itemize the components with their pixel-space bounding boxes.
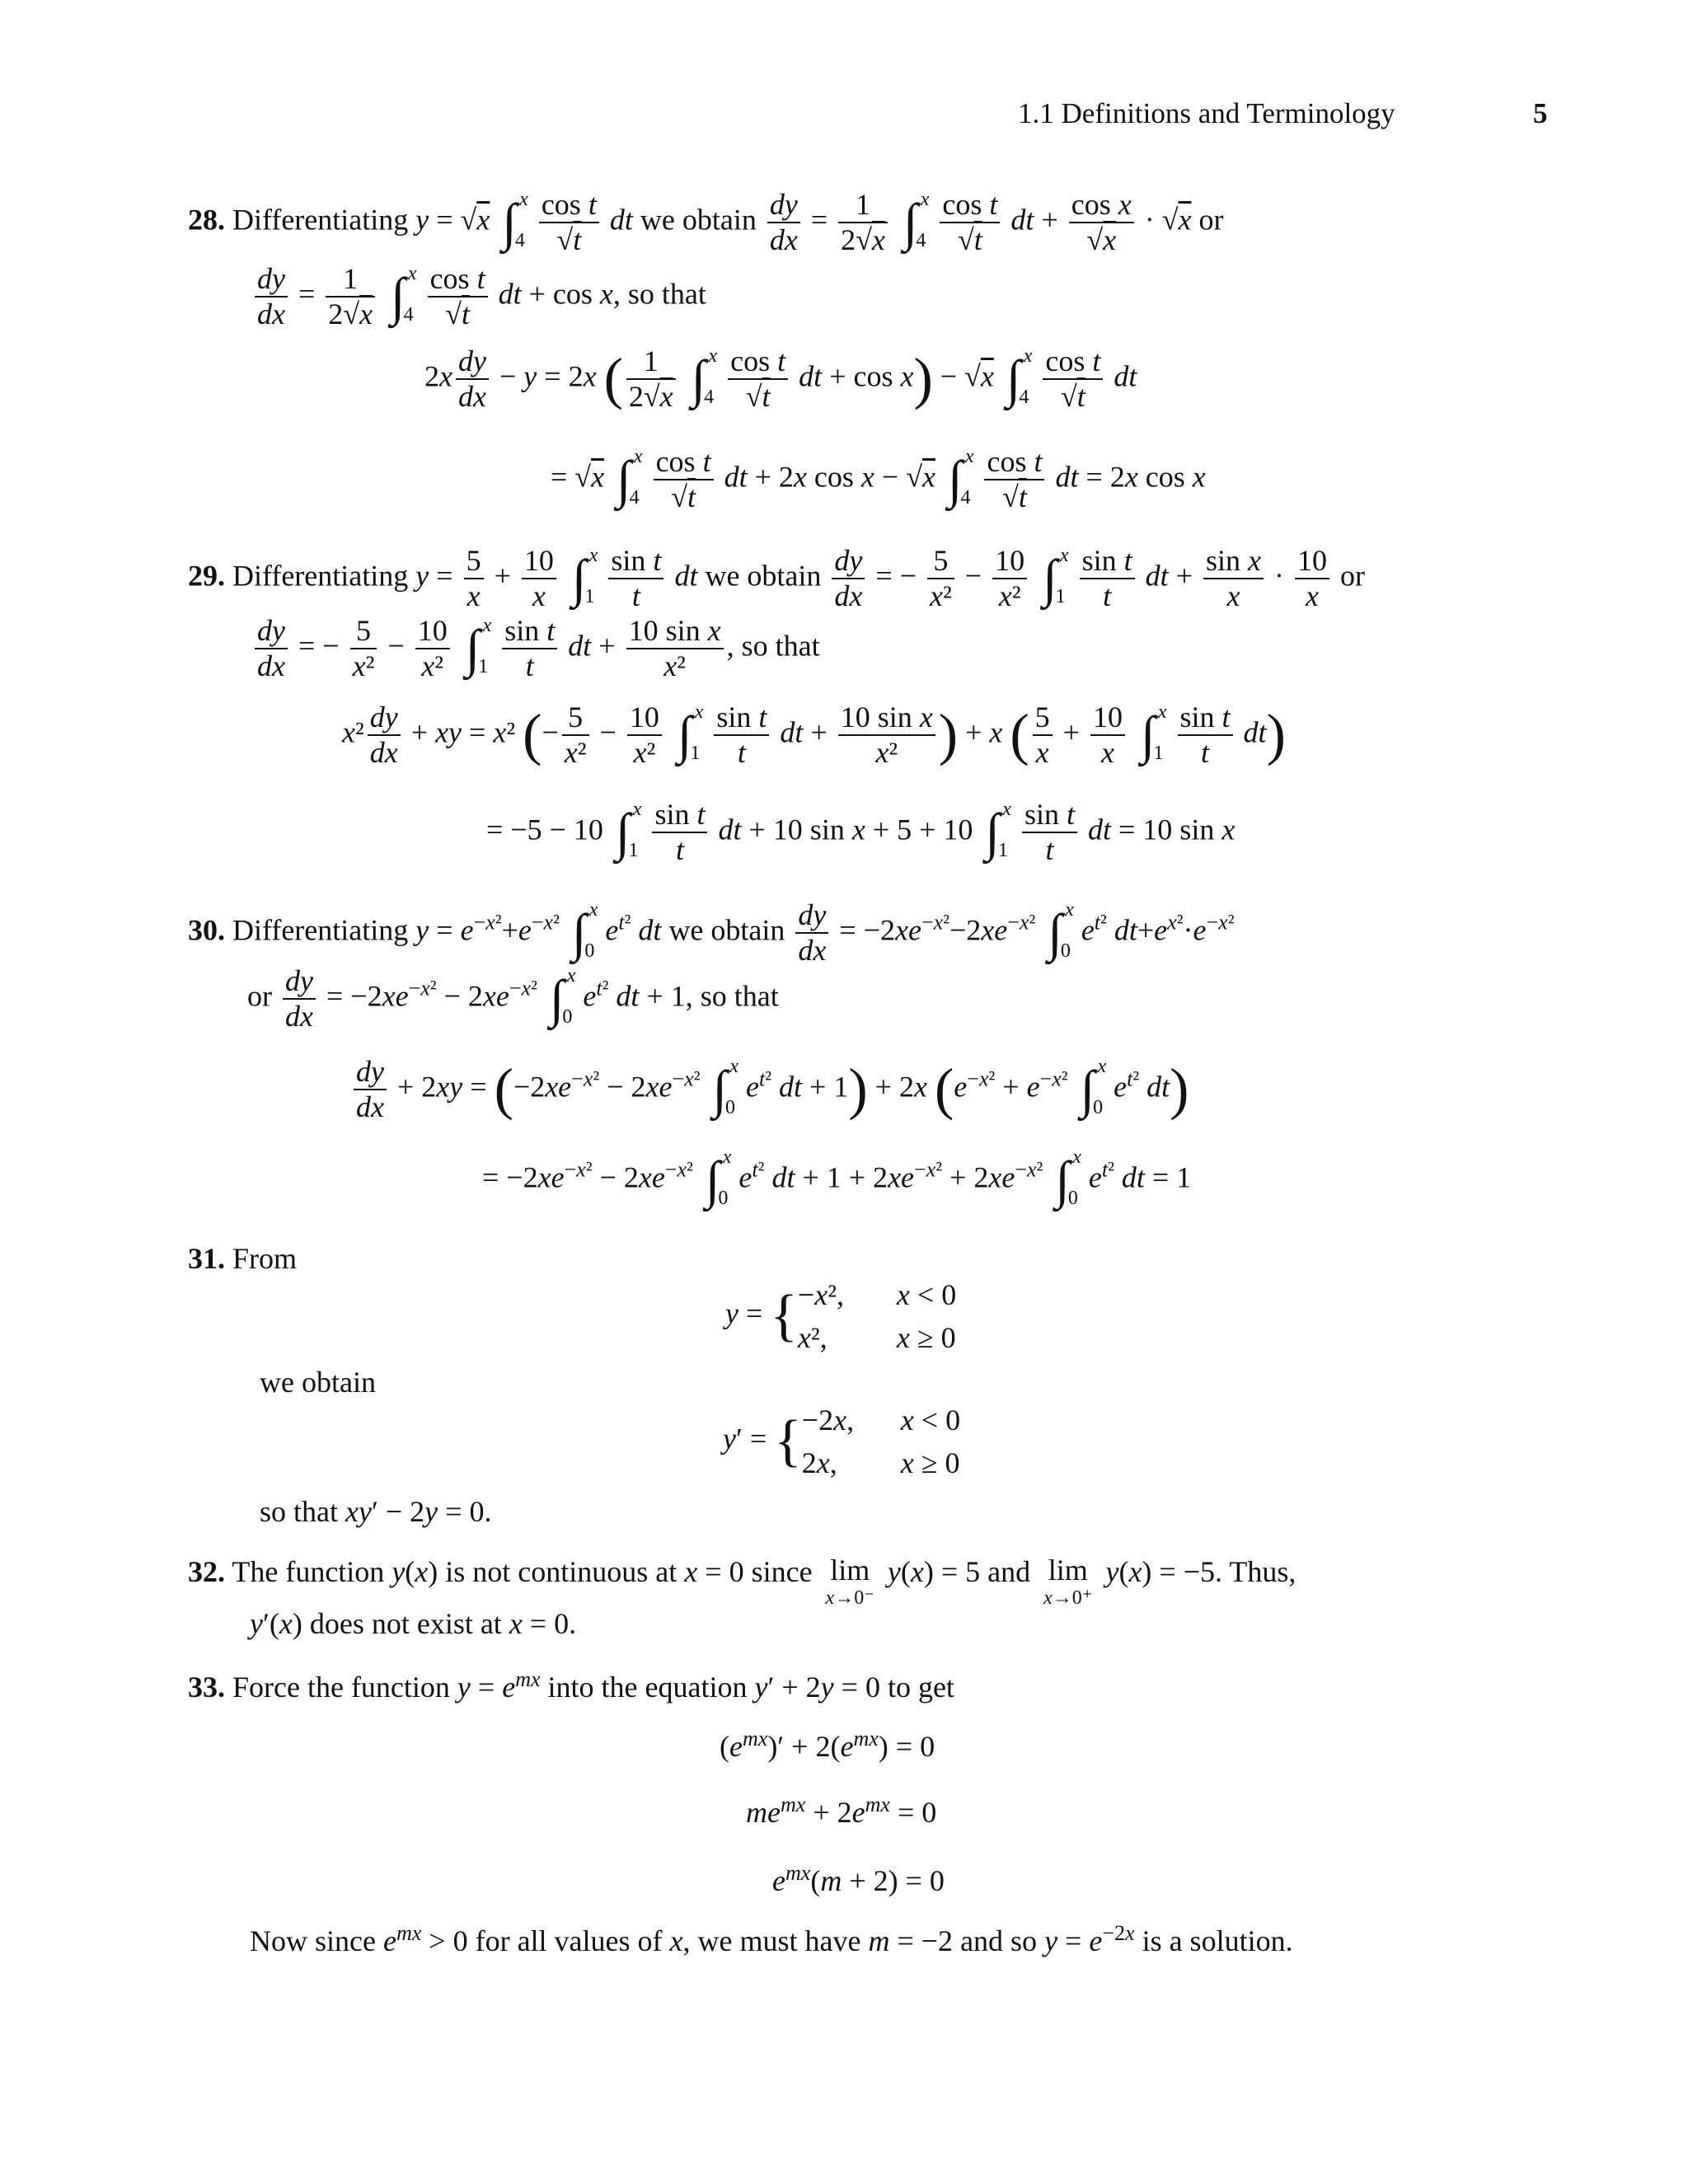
problem-33-line1: 33. Force the function $y = e^{mx}$ into the equation y′ + 2y = 0 to get	[188, 1667, 954, 1704]
problem-29-line1: 29. Differentiating y = $\frac{5}{x}$ + $\frac{10}{x}$ ∫ x 1 $\frac{\text{sin t}}{t}$ dt we obtain $\frac{dy}{dx}$ = − $\frac{5}{\text{x²}}$ − $\frac{10}{\text{x²}}$ ∫ x 1 $\frac{\text{sin t}}{t}$ dt + $\frac{\text{sin x}}{x}$ · $\frac{10}{x}$ or	[188, 544, 1365, 613]
running-header: 1.1 Definitions and Terminology	[1018, 97, 1395, 129]
problem-number: 32.	[188, 1555, 225, 1588]
problem-29-eq2: = −5 − 10 ∫ x 1 $\frac{\text{sin t}}{t}$ dt + 10 sin x + 5 + 10 ∫ x 1 $\frac{\text{sin t}}{t}$ dt = 10 sin x	[486, 798, 1236, 867]
problem-number: 30.	[188, 913, 225, 947]
problem-28-eq2: = √x ∫ x 4 $\frac{\text{cos t}}{√t}$ dt + 2x cos x − √x ∫ x 4 $\frac{\text{cos t}}{√t}$ dt = 2x cos x	[551, 445, 1206, 514]
problem-30-eq1: $\frac{dy}{dx}$ + $2xy = (-2xe^{-x^2} - 2xe^{-x^2}$ ∫ x 0 $e^{t^2}$ dt + 1) + 2x ($e^{-x^2} + e^{-x^2}$ ∫ x 0 $e^{t^2}$ dt)	[350, 1055, 1189, 1125]
problem-number: 28.	[188, 203, 225, 237]
problem-32-line2: y′(x) does not exist at x = 0.	[250, 1607, 577, 1640]
problem-33-eq3: $e^{mx}(m + 2) = 0$	[772, 1861, 945, 1897]
problem-31-eq2: y′ = { −2x, x < 0 2x, x ≥ 0	[723, 1404, 961, 1480]
problem-number: 31.	[188, 1242, 225, 1275]
problem-33-conclusion: Now since $e^{mx} > 0$ for all values of x, we must have m = −2 and so $y = e^{-2x}$ is a solution.	[250, 1921, 1293, 1957]
problem-33-eq1: $(e^{mx})' + 2(e^{mx}) = 0$	[720, 1727, 935, 1763]
problem-31-eq1: y = { −x², x < 0 x², x ≥ 0	[725, 1278, 957, 1355]
problem-31-conclusion: so that xy′ − 2y = 0.	[260, 1495, 492, 1528]
problem-30-line2: or $\frac{dy}{dx}$ = $-2xe^{-x^2} - 2xe^{-x^2}$ ∫ x 0 $e^{t^2}$ dt + 1, so that	[247, 964, 779, 1033]
problem-number: 29.	[188, 559, 225, 593]
problem-32-line1: 32. The function y(x) is not continuous at x = 0 since lim x→0⁻ y(x) = 5 and lim x→0⁺ y(x) = −5. Thus,	[188, 1554, 1296, 1610]
problem-29-line2: $\frac{dy}{dx}$ = − $\frac{5}{\text{x²}}$ − $\frac{10}{\text{x²}}$ ∫ x 1 $\frac{\text{sin t}}{t}$ dt + $\frac{\text{10 sin x}}{\text{x²}}$ , so that	[251, 614, 820, 684]
problem-number: 33.	[188, 1671, 225, 1704]
problem-30-line1: 30. Differentiating $y = e^{-x^2}+e^{-x^2}$ ∫ x 0 $e^{t^2}$ dt we obtain $\frac{dy}{dx}$ = $-2xe^{-x^2}-2xe^{-x^2}$ ∫ x 0 $e^{t^2}$ $dt+e^{x^2}\cdot e^{-x^2}$	[188, 898, 1235, 968]
problem-28-line1: 28. Differentiating y = √x ∫ x 4 $\frac{\text{cos t}}{√t}$ dt we obtain $\frac{dy}{dx}$ = $\frac{1}{2√x}$ ∫ x 4 $\frac{\text{cos t}}{√t}$ dt + $\frac{\text{cos x}}{√x}$ · √x or	[188, 188, 1224, 257]
problem-31-from: 31. From	[188, 1242, 298, 1275]
problem-28-eq1: 2x $\frac{dy}{dx}$ − y = 2x ( $\frac{1}{2√x}$ ∫ x 4 $\frac{\text{cos t}}{√t}$ dt + cos x) − √x ∫ x 4 $\frac{\text{cos t}}{√t}$ dt	[424, 344, 1137, 414]
problem-31-obtain: we obtain	[260, 1366, 376, 1399]
page-number: 5	[1533, 97, 1548, 129]
problem-28-line2: $\frac{dy}{dx}$ = $\frac{1}{2√x}$ ∫ x 4 $\frac{\text{cos t}}{√t}$ dt + cos x, so that	[251, 262, 706, 332]
problem-33-eq2: $me^{mx} + 2e^{mx} = 0$	[746, 1793, 937, 1829]
problem-30-eq2: = $-2xe^{-x^2} - 2xe^{-x^2}$ ∫ x 0 $e^{t^2}$ dt + $1 + 2xe^{-x^2} + 2xe^{-x^2}$ ∫ x 0 $e^{t^2}$ dt = 1	[482, 1146, 1192, 1209]
problem-29-eq1: x² $\frac{dy}{dx}$ + xy = x² (− $\frac{5}{\text{x²}}$ − $\frac{10}{\text{x²}}$ ∫ x 1 $\frac{\text{sin t}}{t}$ dt + $\frac{\text{10 sin x}}{\text{x²}}$ ) + x ( $\frac{5}{x}$ + $\frac{10}{x}$ ∫ x 1 $\frac{\text{sin t}}{t}$ dt)	[342, 701, 1286, 770]
